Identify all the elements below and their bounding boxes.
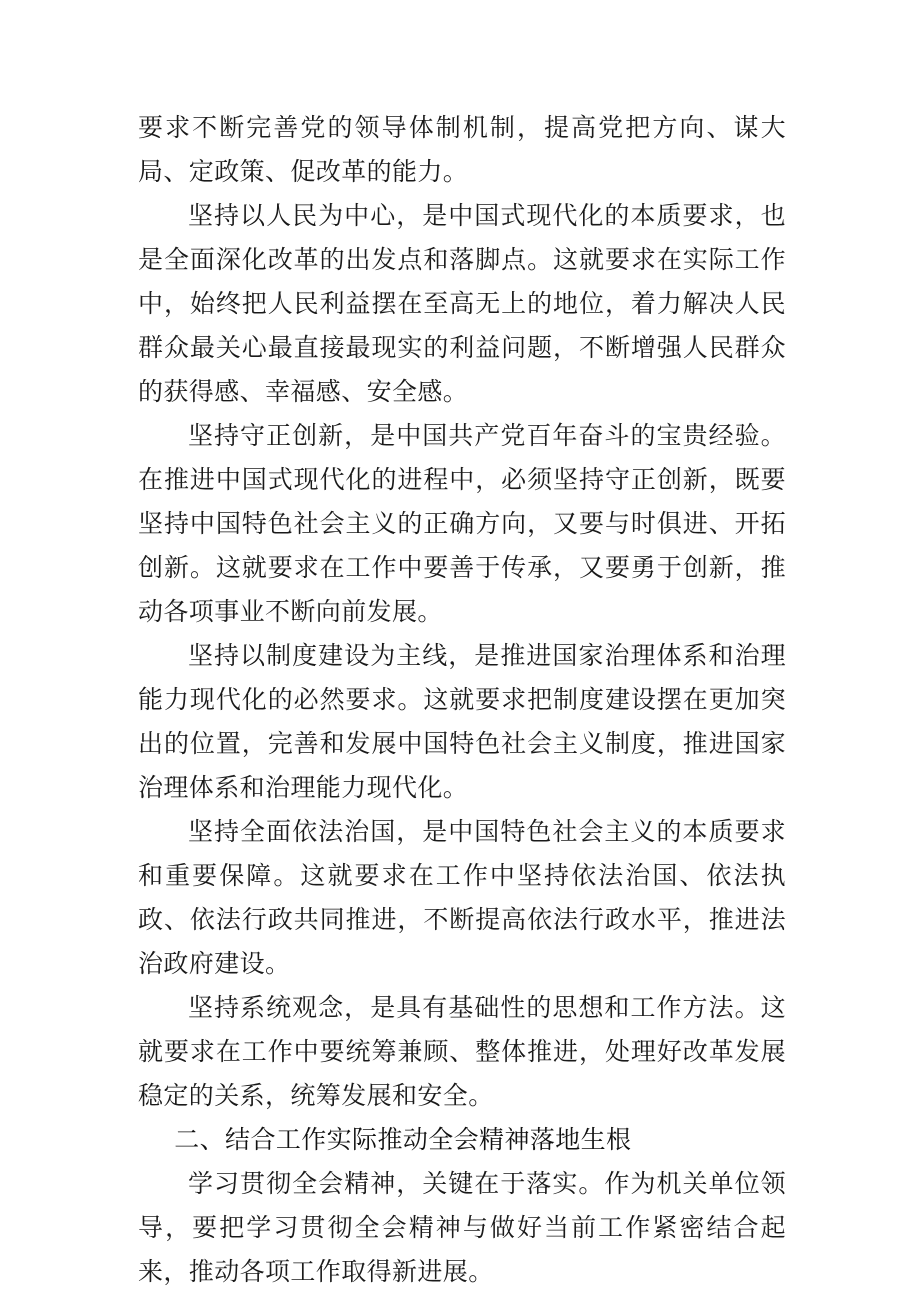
- paragraph-5: 坚持全面依法治国，是中国特色社会主义的本质要求和重要保障。这就要求在工作中坚持依法治国、依法执政、依法行政共同推进，不断提高依法行政水平，推进法治政府建设。: [138, 817, 786, 978]
- paragraph-1: 要求不断完善党的领导体制机制，提高党把方向、谋大局、定政策、促改革的能力。: [138, 113, 786, 186]
- paragraph-4: 坚持以制度建设为主线，是推进国家治理体系和治理能力现代化的必然要求。这就要求把制度建设摆在更加突出的位置，完善和发展中国特色社会主义制度，推进国家治理体系和治理能力现代化。: [138, 641, 786, 802]
- paragraph-7: 学习贯彻全会精神，关键在于落实。作为机关单位领导，要把学习贯彻全会精神与做好当前工作紧密结合起来，推动各项工作取得新进展。: [138, 1169, 786, 1286]
- paragraph-6: 坚持系统观念，是具有基础性的思想和工作方法。这就要求在工作中要统筹兼顾、整体推进，处理好改革发展稳定的关系，统筹发展和安全。: [138, 993, 786, 1110]
- paragraph-2: 坚持以人民为中心，是中国式现代化的本质要求，也是全面深化改革的出发点和落脚点。这就要求在实际工作中，始终把人民利益摆在至高无上的地位，着力解决人民群众最关心最直接最现实的利益问题，不断增强人民群众的获得感、幸福感、安全感。: [138, 201, 786, 406]
- document-body: [138, 106, 786, 1294]
- paragraph-3: 坚持守正创新，是中国共产党百年奋斗的宝贵经验。在推进中国式现代化的进程中，必须坚持守正创新，既要坚持中国特色社会主义的正确方向，又要与时俱进、开拓创新。这就要求在工作中要善于传承，又要勇于创新，推动各项事业不断向前发展。: [138, 421, 786, 626]
- section-heading: 二、结合工作实际推动全会精神落地生根: [174, 1125, 632, 1154]
